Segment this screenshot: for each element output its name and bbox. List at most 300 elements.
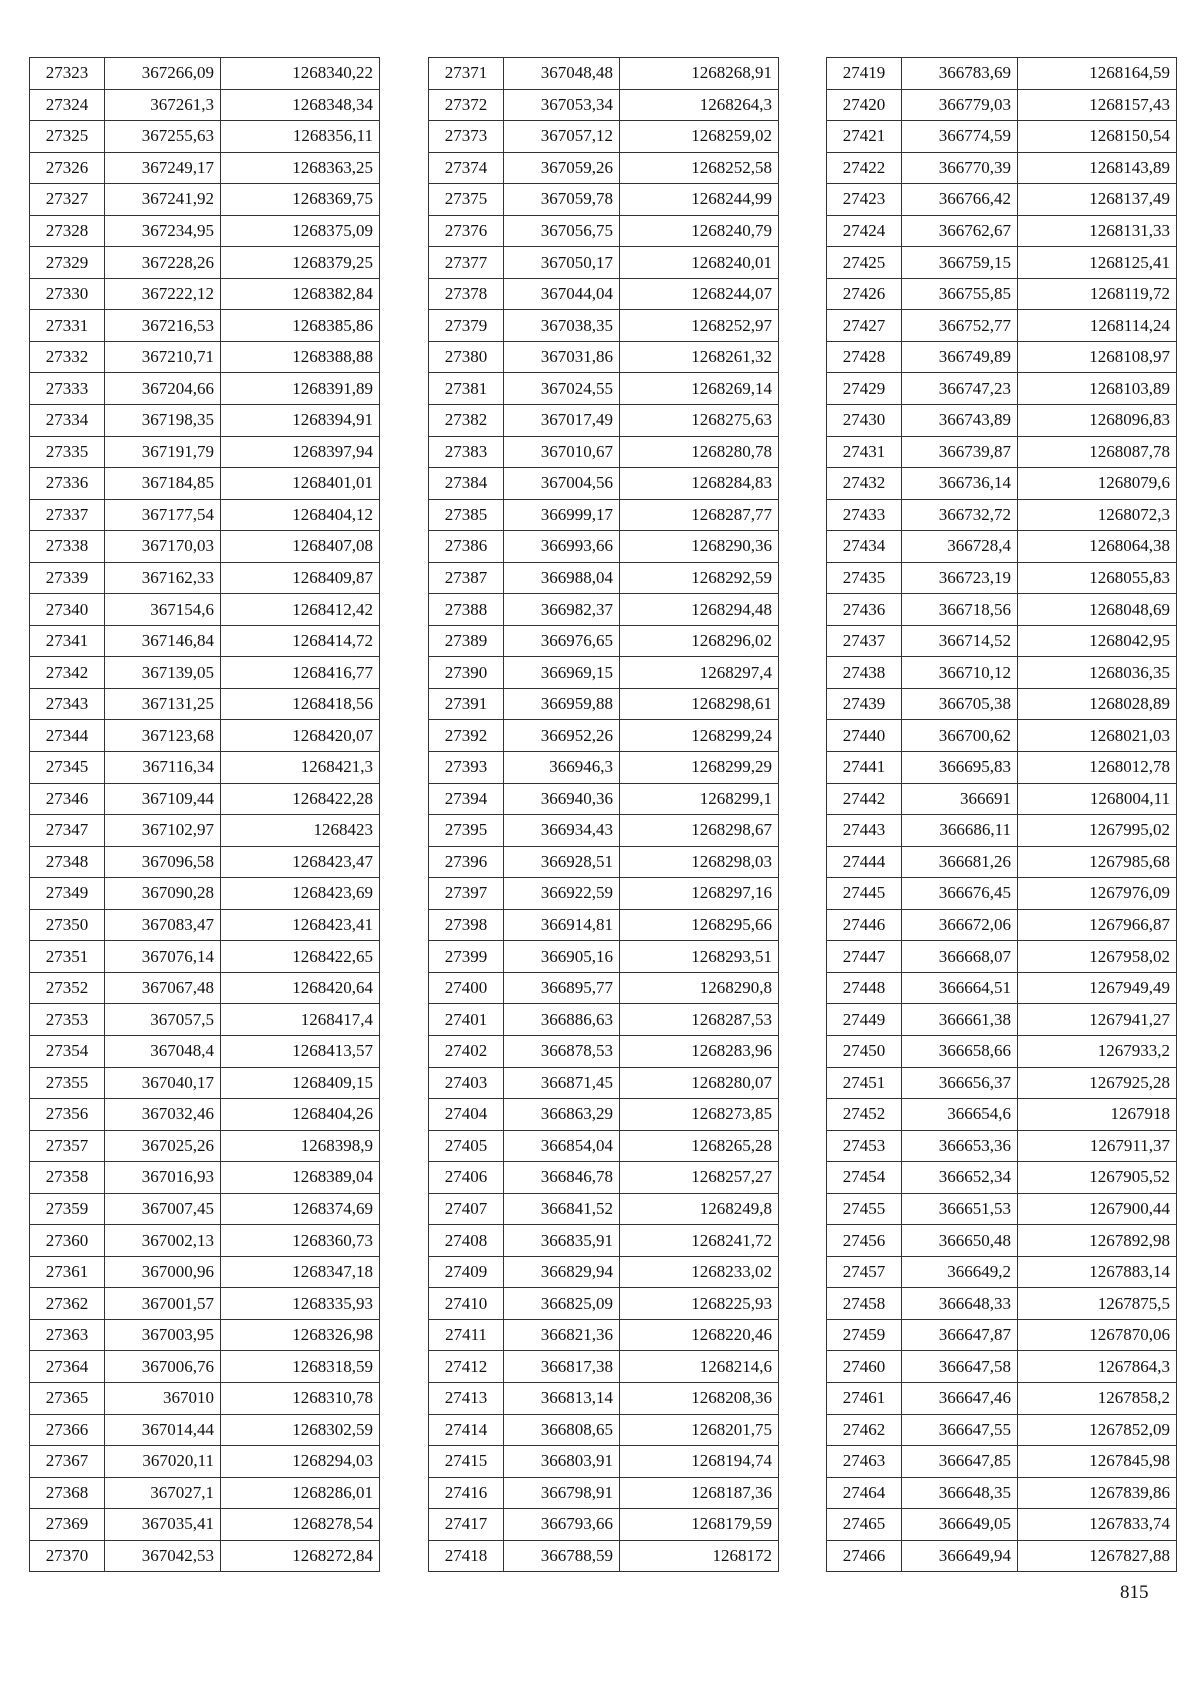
table-row — [30, 1446, 380, 1478]
point-id-cell: 27458 — [827, 1288, 902, 1320]
point-id-cell: 27347 — [30, 815, 105, 847]
x-coordinate-cell: 366714,52 — [902, 625, 1018, 657]
x-coordinate-cell: 367216,53 — [105, 310, 221, 342]
y-coordinate-cell: 1268079,6 — [1018, 468, 1177, 500]
table-row — [827, 1130, 1177, 1162]
table-row — [429, 436, 779, 468]
point-id-cell: 27443 — [827, 815, 902, 847]
x-coordinate-cell: 366652,34 — [902, 1162, 1018, 1194]
point-id-cell: 27331 — [30, 310, 105, 342]
x-coordinate-cell: 367056,75 — [504, 215, 620, 247]
point-id-cell: 27438 — [827, 657, 902, 689]
x-coordinate-cell: 367154,6 — [105, 594, 221, 626]
x-coordinate-cell: 367076,14 — [105, 941, 221, 973]
y-coordinate-cell: 1268287,77 — [620, 499, 779, 531]
table-row — [827, 1162, 1177, 1194]
point-id-cell: 27436 — [827, 594, 902, 626]
table-row — [30, 152, 380, 184]
point-id-cell: 27429 — [827, 373, 902, 405]
point-id-cell: 27382 — [429, 405, 504, 437]
point-id-cell: 27399 — [429, 941, 504, 973]
x-coordinate-cell: 367059,26 — [504, 152, 620, 184]
table-row — [429, 1414, 779, 1446]
y-coordinate-cell: 1268252,58 — [620, 152, 779, 184]
y-coordinate-cell: 1268416,77 — [221, 657, 380, 689]
table-row — [30, 752, 380, 784]
x-coordinate-cell: 367003,95 — [105, 1319, 221, 1351]
table-row — [827, 1193, 1177, 1225]
table-row — [827, 1477, 1177, 1509]
x-coordinate-cell: 366656,37 — [902, 1067, 1018, 1099]
y-coordinate-cell: 1268048,69 — [1018, 594, 1177, 626]
table-row — [827, 1319, 1177, 1351]
point-id-cell: 27428 — [827, 341, 902, 373]
x-coordinate-cell: 366886,63 — [504, 1004, 620, 1036]
point-id-cell: 27403 — [429, 1067, 504, 1099]
y-coordinate-cell: 1268302,59 — [221, 1414, 380, 1446]
point-id-cell: 27350 — [30, 909, 105, 941]
x-coordinate-cell: 366686,11 — [902, 815, 1018, 847]
table-row — [827, 878, 1177, 910]
table-row — [30, 1256, 380, 1288]
x-coordinate-cell: 366993,66 — [504, 531, 620, 563]
point-id-cell: 27365 — [30, 1382, 105, 1414]
x-coordinate-cell: 367004,56 — [504, 468, 620, 500]
point-id-cell: 27450 — [827, 1035, 902, 1067]
y-coordinate-cell: 1268423 — [221, 815, 380, 847]
table-row — [30, 1540, 380, 1572]
y-coordinate-cell: 1268335,93 — [221, 1288, 380, 1320]
x-coordinate-cell: 366700,62 — [902, 720, 1018, 752]
table-row — [827, 972, 1177, 1004]
x-coordinate-cell: 366649,2 — [902, 1256, 1018, 1288]
point-id-cell: 27416 — [429, 1477, 504, 1509]
x-coordinate-cell: 366728,4 — [902, 531, 1018, 563]
point-id-cell: 27378 — [429, 278, 504, 310]
y-coordinate-cell: 1268064,38 — [1018, 531, 1177, 563]
x-coordinate-cell: 366747,23 — [902, 373, 1018, 405]
x-coordinate-cell: 367007,45 — [105, 1193, 221, 1225]
x-coordinate-cell: 367198,35 — [105, 405, 221, 437]
y-coordinate-cell: 1268356,11 — [221, 121, 380, 153]
point-id-cell: 27377 — [429, 247, 504, 279]
table-row — [429, 783, 779, 815]
x-coordinate-cell: 366952,26 — [504, 720, 620, 752]
x-coordinate-cell: 367031,86 — [504, 341, 620, 373]
point-id-cell: 27374 — [429, 152, 504, 184]
y-coordinate-cell: 1268280,78 — [620, 436, 779, 468]
y-coordinate-cell: 1268208,36 — [620, 1382, 779, 1414]
x-coordinate-cell: 367177,54 — [105, 499, 221, 531]
x-coordinate-cell: 366695,83 — [902, 752, 1018, 784]
y-coordinate-cell: 1267941,27 — [1018, 1004, 1177, 1036]
point-id-cell: 27328 — [30, 215, 105, 247]
x-coordinate-cell: 366841,52 — [504, 1193, 620, 1225]
point-id-cell: 27418 — [429, 1540, 504, 1572]
table-row — [827, 1351, 1177, 1383]
y-coordinate-cell: 1268298,61 — [620, 688, 779, 720]
y-coordinate-cell: 1268423,41 — [221, 909, 380, 941]
table-row — [30, 89, 380, 121]
y-coordinate-cell: 1267858,2 — [1018, 1382, 1177, 1414]
y-coordinate-cell: 1268273,85 — [620, 1099, 779, 1131]
table-row — [30, 909, 380, 941]
y-coordinate-cell: 1268340,22 — [221, 58, 380, 90]
y-coordinate-cell: 1268157,43 — [1018, 89, 1177, 121]
table-row — [429, 1162, 779, 1194]
point-id-cell: 27348 — [30, 846, 105, 878]
point-id-cell: 27344 — [30, 720, 105, 752]
x-coordinate-cell: 367057,5 — [105, 1004, 221, 1036]
point-id-cell: 27379 — [429, 310, 504, 342]
point-id-cell: 27431 — [827, 436, 902, 468]
y-coordinate-cell: 1268347,18 — [221, 1256, 380, 1288]
point-id-cell: 27405 — [429, 1130, 504, 1162]
point-id-cell: 27336 — [30, 468, 105, 500]
table-row — [30, 815, 380, 847]
point-id-cell: 27389 — [429, 625, 504, 657]
y-coordinate-cell: 1268397,94 — [221, 436, 380, 468]
point-id-cell: 27433 — [827, 499, 902, 531]
y-coordinate-cell: 1268318,59 — [221, 1351, 380, 1383]
x-coordinate-cell: 366774,59 — [902, 121, 1018, 153]
y-coordinate-cell: 1268150,54 — [1018, 121, 1177, 153]
y-coordinate-cell: 1268404,26 — [221, 1099, 380, 1131]
y-coordinate-cell: 1267925,28 — [1018, 1067, 1177, 1099]
x-coordinate-cell: 367228,26 — [105, 247, 221, 279]
point-id-cell: 27398 — [429, 909, 504, 941]
point-id-cell: 27455 — [827, 1193, 902, 1225]
x-coordinate-cell: 367044,04 — [504, 278, 620, 310]
point-id-cell: 27412 — [429, 1351, 504, 1383]
x-coordinate-cell: 367241,92 — [105, 184, 221, 216]
point-id-cell: 27354 — [30, 1035, 105, 1067]
y-coordinate-cell: 1268283,96 — [620, 1035, 779, 1067]
point-id-cell: 27352 — [30, 972, 105, 1004]
point-id-cell: 27383 — [429, 436, 504, 468]
point-id-cell: 27370 — [30, 1540, 105, 1572]
table-row — [429, 720, 779, 752]
x-coordinate-cell: 366755,85 — [902, 278, 1018, 310]
x-coordinate-cell: 367249,17 — [105, 152, 221, 184]
table-row — [429, 58, 779, 90]
y-coordinate-cell: 1267911,37 — [1018, 1130, 1177, 1162]
x-coordinate-cell: 366817,38 — [504, 1351, 620, 1383]
table-row — [827, 594, 1177, 626]
y-coordinate-cell: 1268252,97 — [620, 310, 779, 342]
point-id-cell: 27427 — [827, 310, 902, 342]
table-row — [429, 1288, 779, 1320]
point-id-cell: 27442 — [827, 783, 902, 815]
table-row — [429, 1099, 779, 1131]
table-row — [30, 878, 380, 910]
x-coordinate-cell: 366813,14 — [504, 1382, 620, 1414]
point-id-cell: 27454 — [827, 1162, 902, 1194]
x-coordinate-cell: 367006,76 — [105, 1351, 221, 1383]
x-coordinate-cell: 367027,1 — [105, 1477, 221, 1509]
point-id-cell: 27396 — [429, 846, 504, 878]
y-coordinate-cell: 1268108,97 — [1018, 341, 1177, 373]
point-id-cell: 27367 — [30, 1446, 105, 1478]
y-coordinate-cell: 1268385,86 — [221, 310, 380, 342]
point-id-cell: 27391 — [429, 688, 504, 720]
point-id-cell: 27437 — [827, 625, 902, 657]
y-coordinate-cell: 1267839,86 — [1018, 1477, 1177, 1509]
x-coordinate-cell: 366759,15 — [902, 247, 1018, 279]
x-coordinate-cell: 367210,71 — [105, 341, 221, 373]
point-id-cell: 27371 — [429, 58, 504, 90]
table-row — [827, 121, 1177, 153]
y-coordinate-cell: 1268220,46 — [620, 1319, 779, 1351]
point-id-cell: 27381 — [429, 373, 504, 405]
point-id-cell: 27330 — [30, 278, 105, 310]
y-coordinate-cell: 1268272,84 — [221, 1540, 380, 1572]
y-coordinate-cell: 1267827,88 — [1018, 1540, 1177, 1572]
point-id-cell: 27346 — [30, 783, 105, 815]
table-row — [827, 1004, 1177, 1036]
y-coordinate-cell: 1268284,83 — [620, 468, 779, 500]
x-coordinate-cell: 366803,91 — [504, 1446, 620, 1478]
table-row — [827, 58, 1177, 90]
y-coordinate-cell: 1268297,4 — [620, 657, 779, 689]
x-coordinate-cell: 366672,06 — [902, 909, 1018, 941]
table-row — [827, 310, 1177, 342]
point-id-cell: 27355 — [30, 1067, 105, 1099]
y-coordinate-cell: 1268244,99 — [620, 184, 779, 216]
table-row — [30, 1225, 380, 1257]
y-coordinate-cell: 1268414,72 — [221, 625, 380, 657]
point-id-cell: 27445 — [827, 878, 902, 910]
point-id-cell: 27341 — [30, 625, 105, 657]
table-row — [30, 720, 380, 752]
y-coordinate-cell: 1268241,72 — [620, 1225, 779, 1257]
x-coordinate-cell: 366783,69 — [902, 58, 1018, 90]
point-id-cell: 27323 — [30, 58, 105, 90]
y-coordinate-cell: 1268412,42 — [221, 594, 380, 626]
point-id-cell: 27425 — [827, 247, 902, 279]
x-coordinate-cell: 366647,85 — [902, 1446, 1018, 1478]
table-row — [429, 752, 779, 784]
table-row — [30, 310, 380, 342]
table-row — [30, 1382, 380, 1414]
point-id-cell: 27334 — [30, 405, 105, 437]
point-id-cell: 27362 — [30, 1288, 105, 1320]
x-coordinate-cell: 366676,45 — [902, 878, 1018, 910]
point-id-cell: 27459 — [827, 1319, 902, 1351]
y-coordinate-cell: 1267864,3 — [1018, 1351, 1177, 1383]
x-coordinate-cell: 366793,66 — [504, 1509, 620, 1541]
y-coordinate-cell: 1268259,02 — [620, 121, 779, 153]
y-coordinate-cell: 1268225,93 — [620, 1288, 779, 1320]
table-row — [429, 152, 779, 184]
x-coordinate-cell: 366661,38 — [902, 1004, 1018, 1036]
table-row — [429, 1446, 779, 1478]
point-id-cell: 27465 — [827, 1509, 902, 1541]
y-coordinate-cell: 1268269,14 — [620, 373, 779, 405]
y-coordinate-cell: 1268287,53 — [620, 1004, 779, 1036]
point-id-cell: 27326 — [30, 152, 105, 184]
table-row — [30, 1414, 380, 1446]
x-coordinate-cell: 366825,09 — [504, 1288, 620, 1320]
y-coordinate-cell: 1268423,47 — [221, 846, 380, 878]
x-coordinate-cell: 366808,65 — [504, 1414, 620, 1446]
table-row — [429, 89, 779, 121]
table-row — [30, 247, 380, 279]
y-coordinate-cell: 1267995,02 — [1018, 815, 1177, 847]
point-id-cell: 27408 — [429, 1225, 504, 1257]
point-id-cell: 27333 — [30, 373, 105, 405]
point-id-cell: 27364 — [30, 1351, 105, 1383]
point-id-cell: 27351 — [30, 941, 105, 973]
x-coordinate-cell: 366681,26 — [902, 846, 1018, 878]
point-id-cell: 27380 — [429, 341, 504, 373]
x-coordinate-cell: 366647,58 — [902, 1351, 1018, 1383]
x-coordinate-cell: 367222,12 — [105, 278, 221, 310]
x-coordinate-cell: 366648,35 — [902, 1477, 1018, 1509]
y-coordinate-cell: 1267918 — [1018, 1099, 1177, 1131]
y-coordinate-cell: 1268296,02 — [620, 625, 779, 657]
y-coordinate-cell: 1268298,67 — [620, 815, 779, 847]
x-coordinate-cell: 366651,53 — [902, 1193, 1018, 1225]
table-row — [429, 373, 779, 405]
table-row — [30, 184, 380, 216]
coordinates-table-3 — [826, 57, 1177, 1572]
point-id-cell: 27357 — [30, 1130, 105, 1162]
point-id-cell: 27449 — [827, 1004, 902, 1036]
x-coordinate-cell: 366647,55 — [902, 1414, 1018, 1446]
x-coordinate-cell: 366846,78 — [504, 1162, 620, 1194]
table-row — [429, 909, 779, 941]
point-id-cell: 27456 — [827, 1225, 902, 1257]
y-coordinate-cell: 1268290,8 — [620, 972, 779, 1004]
y-coordinate-cell: 1268275,63 — [620, 405, 779, 437]
point-id-cell: 27401 — [429, 1004, 504, 1036]
y-coordinate-cell: 1268294,48 — [620, 594, 779, 626]
point-id-cell: 27353 — [30, 1004, 105, 1036]
point-id-cell: 27423 — [827, 184, 902, 216]
table-row — [429, 815, 779, 847]
y-coordinate-cell: 1268388,88 — [221, 341, 380, 373]
y-coordinate-cell: 1268418,56 — [221, 688, 380, 720]
point-id-cell: 27360 — [30, 1225, 105, 1257]
y-coordinate-cell: 1268021,03 — [1018, 720, 1177, 752]
table-row — [429, 688, 779, 720]
y-coordinate-cell: 1267958,02 — [1018, 941, 1177, 973]
x-coordinate-cell: 366664,51 — [902, 972, 1018, 1004]
x-coordinate-cell: 366649,05 — [902, 1509, 1018, 1541]
point-id-cell: 27444 — [827, 846, 902, 878]
point-id-cell: 27393 — [429, 752, 504, 784]
x-coordinate-cell: 367017,49 — [504, 405, 620, 437]
x-coordinate-cell: 367261,3 — [105, 89, 221, 121]
point-id-cell: 27373 — [429, 121, 504, 153]
x-coordinate-cell: 367038,35 — [504, 310, 620, 342]
point-id-cell: 27372 — [429, 89, 504, 121]
x-coordinate-cell: 367040,17 — [105, 1067, 221, 1099]
x-coordinate-cell: 366649,94 — [902, 1540, 1018, 1572]
point-id-cell: 27332 — [30, 341, 105, 373]
table-row — [30, 594, 380, 626]
table-row — [30, 278, 380, 310]
table-row — [30, 1509, 380, 1541]
table-row — [30, 1067, 380, 1099]
table-row — [30, 1288, 380, 1320]
y-coordinate-cell: 1268407,08 — [221, 531, 380, 563]
table-row — [30, 436, 380, 468]
y-coordinate-cell: 1268164,59 — [1018, 58, 1177, 90]
table-row — [827, 1035, 1177, 1067]
table-row — [429, 468, 779, 500]
x-coordinate-cell: 366821,36 — [504, 1319, 620, 1351]
point-id-cell: 27421 — [827, 121, 902, 153]
x-coordinate-cell: 367059,78 — [504, 184, 620, 216]
table-row — [30, 941, 380, 973]
table-row — [30, 1477, 380, 1509]
table-row — [827, 783, 1177, 815]
table-row — [429, 1382, 779, 1414]
x-coordinate-cell: 366863,29 — [504, 1099, 620, 1131]
point-id-cell: 27359 — [30, 1193, 105, 1225]
y-coordinate-cell: 1268187,36 — [620, 1477, 779, 1509]
x-coordinate-cell: 367090,28 — [105, 878, 221, 910]
x-coordinate-cell: 367204,66 — [105, 373, 221, 405]
y-coordinate-cell: 1268326,98 — [221, 1319, 380, 1351]
table-row — [429, 1067, 779, 1099]
x-coordinate-cell: 367025,26 — [105, 1130, 221, 1162]
point-id-cell: 27345 — [30, 752, 105, 784]
y-coordinate-cell: 1268369,75 — [221, 184, 380, 216]
table-row — [30, 499, 380, 531]
y-coordinate-cell: 1268295,66 — [620, 909, 779, 941]
point-id-cell: 27387 — [429, 562, 504, 594]
y-coordinate-cell: 1268096,83 — [1018, 405, 1177, 437]
y-coordinate-cell: 1268401,01 — [221, 468, 380, 500]
point-id-cell: 27430 — [827, 405, 902, 437]
x-coordinate-cell: 367010,67 — [504, 436, 620, 468]
x-coordinate-cell: 366976,65 — [504, 625, 620, 657]
table-row — [30, 688, 380, 720]
y-coordinate-cell: 1268294,03 — [221, 1446, 380, 1478]
y-coordinate-cell: 1267833,74 — [1018, 1509, 1177, 1541]
table-row — [827, 815, 1177, 847]
x-coordinate-cell: 367067,48 — [105, 972, 221, 1004]
point-id-cell: 27453 — [827, 1130, 902, 1162]
y-coordinate-cell: 1268179,59 — [620, 1509, 779, 1541]
x-coordinate-cell: 366749,89 — [902, 341, 1018, 373]
point-id-cell: 27440 — [827, 720, 902, 752]
y-coordinate-cell: 1268299,29 — [620, 752, 779, 784]
point-id-cell: 27338 — [30, 531, 105, 563]
table-row — [30, 783, 380, 815]
table-row — [429, 184, 779, 216]
y-coordinate-cell: 1267905,52 — [1018, 1162, 1177, 1194]
y-coordinate-cell: 1268278,54 — [221, 1509, 380, 1541]
table-row — [429, 1540, 779, 1572]
x-coordinate-cell: 367048,4 — [105, 1035, 221, 1067]
table-row — [30, 1319, 380, 1351]
point-id-cell: 27386 — [429, 531, 504, 563]
x-coordinate-cell: 367020,11 — [105, 1446, 221, 1478]
table-row — [30, 58, 380, 90]
point-id-cell: 27397 — [429, 878, 504, 910]
y-coordinate-cell: 1268028,89 — [1018, 688, 1177, 720]
y-coordinate-cell: 1268036,35 — [1018, 657, 1177, 689]
table-row — [30, 373, 380, 405]
y-coordinate-cell: 1268264,3 — [620, 89, 779, 121]
x-coordinate-cell: 367096,58 — [105, 846, 221, 878]
y-coordinate-cell: 1267870,06 — [1018, 1319, 1177, 1351]
x-coordinate-cell: 366928,51 — [504, 846, 620, 878]
